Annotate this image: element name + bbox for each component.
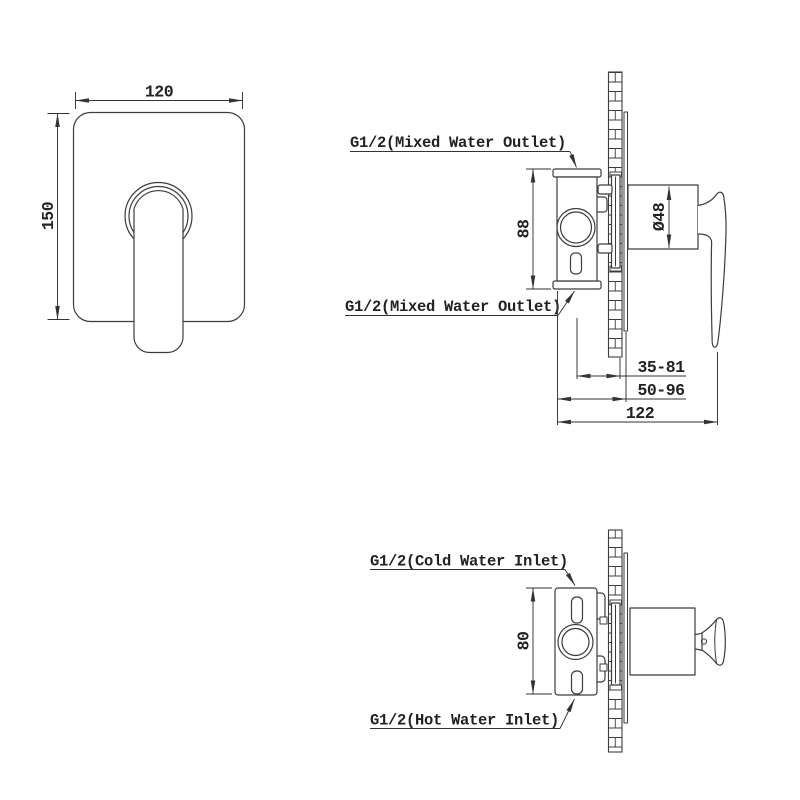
- bracket-arm-top: [598, 185, 612, 194]
- wall-finish-layer: [624, 112, 628, 331]
- front-height-dimension: [39, 114, 70, 320]
- leader-line: [570, 152, 577, 168]
- body-hook-top: [600, 617, 607, 624]
- inlet-port-bottom: [572, 671, 583, 694]
- lever-handle-top-view: [702, 618, 725, 665]
- outlet-flange-bottom: [553, 281, 601, 289]
- label-cold-inlet: G1/2(Cold Water Inlet): [370, 552, 569, 571]
- bracket-arm-bottom: [598, 244, 612, 253]
- mount-plate-cap-bottom: [610, 685, 622, 690]
- leader-outlet-bottom: [345, 291, 575, 316]
- outlet-flange-top: [553, 169, 601, 177]
- lever-handle-front: [134, 191, 183, 353]
- leader-line: [560, 699, 575, 729]
- leader-outlet-top: [350, 134, 577, 168]
- body-hook-bottom: [600, 664, 607, 671]
- dim-text-depth-1: 35-81: [637, 358, 685, 377]
- top-view: [370, 530, 725, 752]
- label-hot-inlet: G1/2(Hot Water Inlet): [370, 711, 560, 730]
- cartridge-stem-slot: [571, 253, 582, 274]
- dim-text-width: 120: [144, 82, 174, 102]
- cartridge-circle-inner: [561, 212, 592, 243]
- dim-text-port-spacing: 88: [514, 219, 534, 239]
- side-view: [345, 72, 726, 425]
- inlet-port-top: [572, 597, 583, 623]
- leader-line: [565, 570, 575, 586]
- leader-hot-inlet: [370, 699, 575, 730]
- top-body-width-dimension: [515, 588, 553, 694]
- front-view: [39, 83, 245, 353]
- side-depth-dimensions: [558, 291, 718, 425]
- dim-text-body-width: 80: [514, 631, 534, 651]
- side-port-spacing-dimension: [515, 169, 552, 289]
- label-outlet-bottom: G1/2(Mixed Water Outlet): [345, 298, 562, 316]
- front-width-dimension: [76, 83, 243, 110]
- lever-handle-side: [698, 192, 726, 347]
- dim-text-depth-2: 50-96: [637, 381, 685, 400]
- dim-text-height: 150: [39, 201, 58, 231]
- dim-text-total-depth: 122: [625, 404, 655, 423]
- wall-finish-layer: [624, 553, 628, 723]
- leader-cold-inlet: [370, 553, 575, 586]
- dim-text-diameter: Ø48: [650, 202, 669, 232]
- escutcheon-cylinder-top: [630, 608, 695, 675]
- cartridge-circle-inner: [562, 629, 589, 656]
- label-outlet-top: G1/2(Mixed Water Outlet): [350, 134, 567, 152]
